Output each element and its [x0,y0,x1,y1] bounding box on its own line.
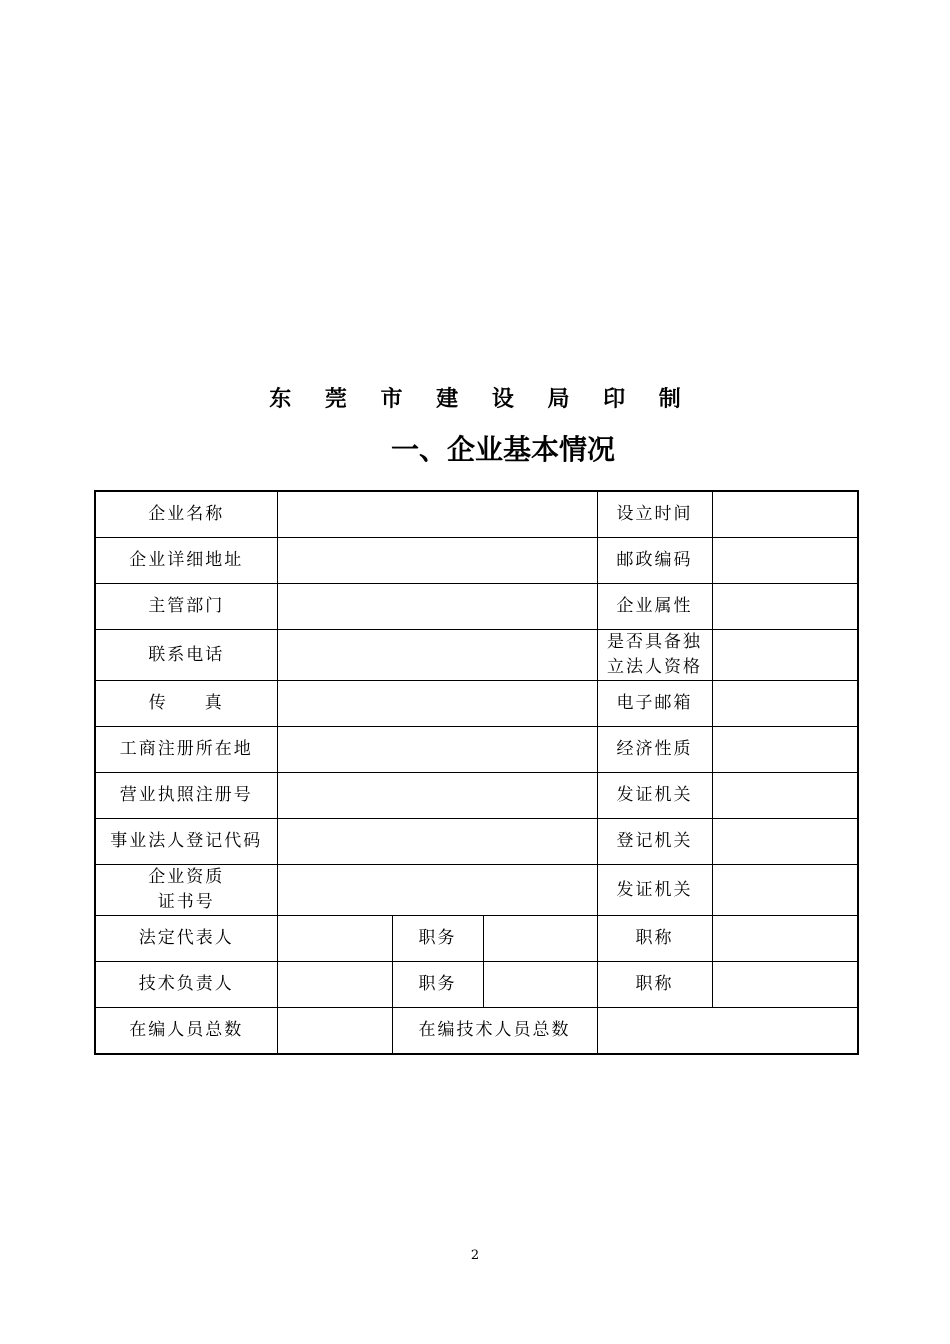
tech-lead-position-label: 职务 [392,962,483,1008]
fax-field[interactable] [277,681,597,727]
founded-field[interactable] [712,491,858,538]
table-row [95,916,858,962]
staff-total-label: 在编人员总数 [95,1008,277,1055]
tech-staff-total-field[interactable] [597,1008,858,1055]
table-row [95,865,858,916]
qualification-issuer-field[interactable] [712,865,858,916]
economic-nature-field[interactable] [712,727,858,773]
tech-staff-total-label: 在编技术人员总数 [392,1008,597,1055]
legal-rep-title-label: 职称 [597,916,712,962]
qualification-issuer-label: 发证机关 [597,865,712,916]
license-no-field[interactable] [277,773,597,819]
org-code-field[interactable] [277,819,597,865]
legal-rep-field[interactable] [277,916,392,962]
table-row [95,584,858,630]
table-row [95,681,858,727]
table-row [95,727,858,773]
supervisor-field[interactable] [277,584,597,630]
section-title: 一、企业基本情况 [390,433,615,466]
phone-label: 联系电话 [95,630,277,681]
company-type-label: 企业属性 [597,584,712,630]
company-info-table [94,490,859,1055]
legal-rep-position-field[interactable] [483,916,597,962]
legal-rep-position-label: 职务 [392,916,483,962]
table-row [95,773,858,819]
reg-location-label: 工商注册所在地 [95,727,277,773]
license-no-label: 营业执照注册号 [95,773,277,819]
page-number: 2 [470,1248,480,1263]
postal-code-label: 邮政编码 [597,538,712,584]
economic-nature-label: 经济性质 [597,727,712,773]
table-row [95,1008,858,1055]
tech-lead-field[interactable] [277,962,392,1008]
founded-label: 设立时间 [597,491,712,538]
publisher-line: 东 莞 市 建 设 局 印 制 [269,387,694,412]
legal-status-field[interactable] [712,630,858,681]
qualification-no-label: 企业资质 证书号 [95,865,277,916]
table-row [95,962,858,1008]
legal-rep-label: 法定代表人 [95,916,277,962]
issuer-field[interactable] [712,773,858,819]
fax-label: 传 真 [95,681,277,727]
phone-field[interactable] [277,630,597,681]
tech-lead-label: 技术负责人 [95,962,277,1008]
postal-code-field[interactable] [712,538,858,584]
email-field[interactable] [712,681,858,727]
staff-total-field[interactable] [277,1008,392,1055]
table-row [95,538,858,584]
table-row [95,491,858,538]
table-row [95,630,858,681]
tech-lead-title-label: 职称 [597,962,712,1008]
legal-rep-title-field[interactable] [712,916,858,962]
tech-lead-title-field[interactable] [712,962,858,1008]
legal-status-label: 是否具备独 立法人资格 [597,630,712,681]
issuer-label: 发证机关 [597,773,712,819]
reg-authority-label: 登记机关 [597,819,712,865]
address-field[interactable] [277,538,597,584]
company-type-field[interactable] [712,584,858,630]
table-row [95,819,858,865]
qualification-no-field[interactable] [277,865,597,916]
email-label: 电子邮箱 [597,681,712,727]
supervisor-label: 主管部门 [95,584,277,630]
org-code-label: 事业法人登记代码 [95,819,277,865]
reg-authority-field[interactable] [712,819,858,865]
address-label: 企业详细地址 [95,538,277,584]
reg-location-field[interactable] [277,727,597,773]
tech-lead-position-field[interactable] [483,962,597,1008]
company-name-label: 企业名称 [95,491,277,538]
company-name-field[interactable] [277,491,597,538]
